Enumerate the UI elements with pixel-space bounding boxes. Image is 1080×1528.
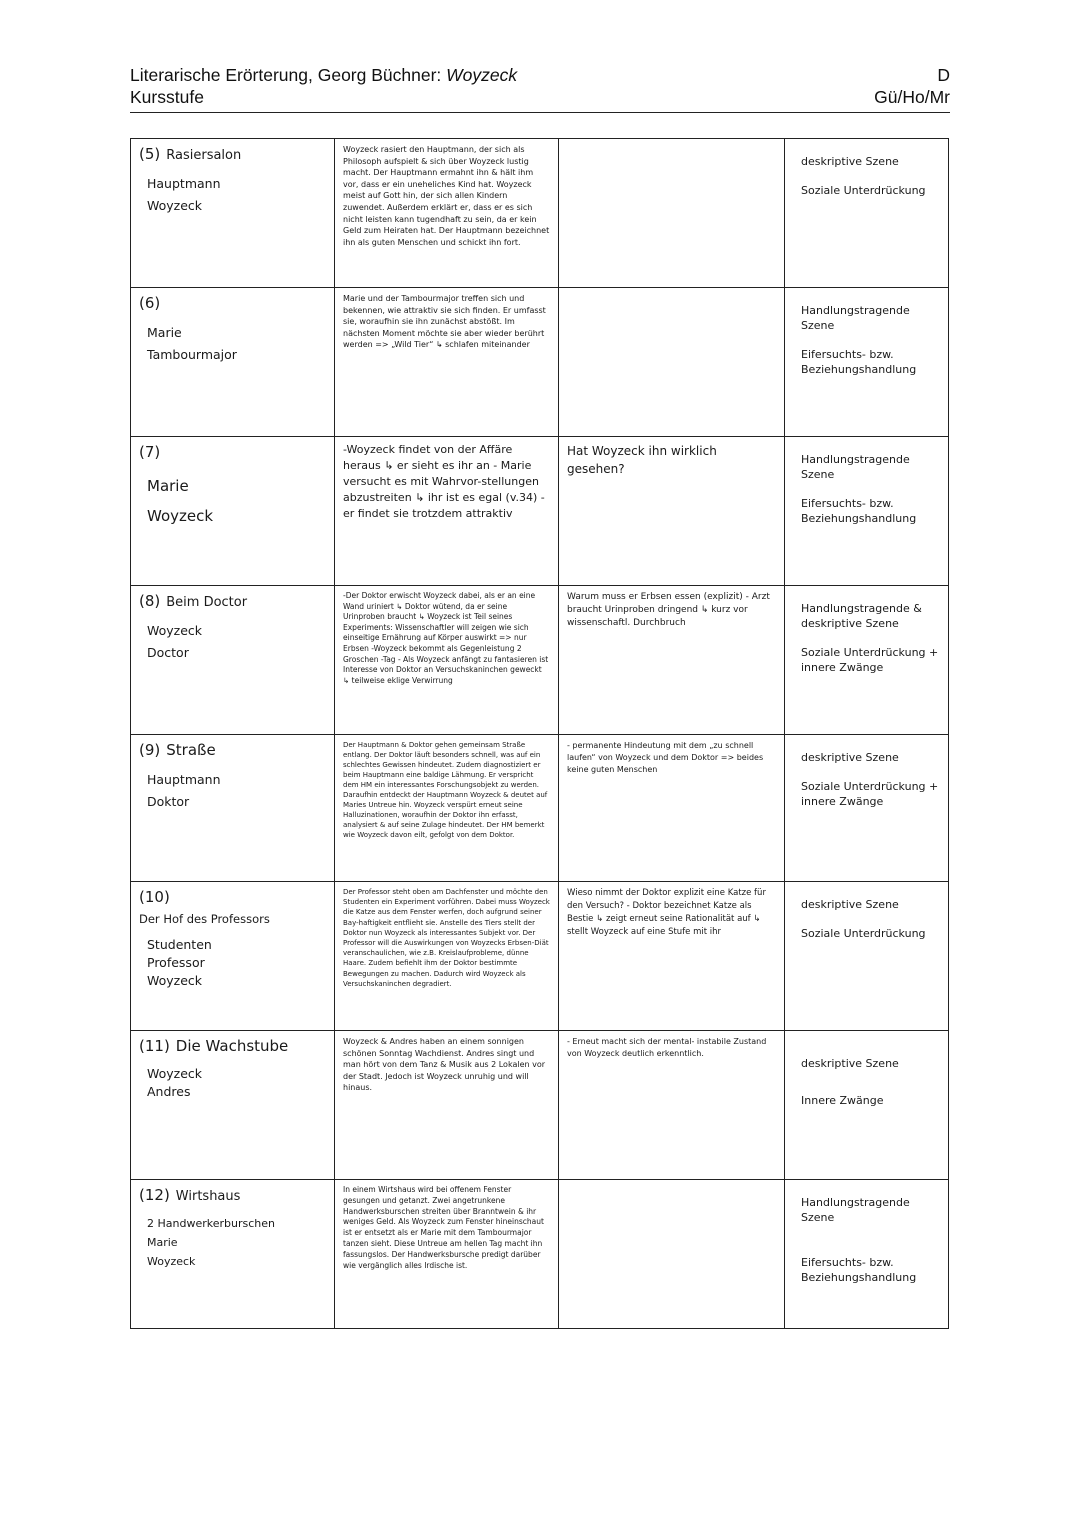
scene-row xyxy=(131,288,949,437)
scene-question-cell xyxy=(559,735,785,882)
scene-category: Soziale Unterdrückung xyxy=(801,927,926,940)
scene-category: Soziale Unterdrückung xyxy=(801,184,926,197)
scene-row xyxy=(131,735,949,882)
person: Woyzeck xyxy=(147,973,203,988)
scene-content: Woyzeck rasiert den Hauptmann, der sich als Philosoph aufspielt & sich über Woyzeck lustig macht. Der Hauptmann ermahnt ihn & hält ihm vor, dass er ein uneheliches Kind hat. Woyzeck meist auf Gott hin, der sich allen Kindern zuwendet. Außerdem erklärt er, dass er es sich nicht leisten kann tugendhaft zu sein, da er kein Geld zum Heiraten hat. Der Hauptmann bezeichnet ihn als guten Menschen und schickt ihn fort. xyxy=(343,145,550,247)
scene-type: deskriptive Szene xyxy=(801,1057,899,1070)
person: Doctor xyxy=(147,645,189,660)
person: Woyzeck xyxy=(147,1066,203,1081)
scene-place: Wirtshaus xyxy=(175,1189,241,1204)
scene-row xyxy=(131,1031,949,1180)
scene-persons xyxy=(139,1065,326,1101)
scene-info-cell xyxy=(131,1180,335,1329)
scene-category: Eifersuchts- bzw. Beziehungshandlung xyxy=(801,348,917,376)
scene-category: Eifersuchts- bzw. Beziehungshandlung xyxy=(801,497,917,525)
scene-category: Innere Zwänge xyxy=(801,1094,884,1107)
scene-content: Der Professor steht oben am Dachfenster und möchte den Studenten ein Experiment vorführen. Dabei muss Woyzeck die Katze aus dem Fenster werfen, doch aufgrund seiner Bay-haftigkeit entflieht sie. Anstelle des Tiers stellt der Doktor nun Woyzeck als interessantes Subjekt vor. Der Professor will die Auswirkungen von Woyzecks Erbsen-Diät veranschaulichen, wie z.B. Kreislaufprobleme, dünne Haare. Zudem befiehlt ihm der Doktor bestimmte Bewegungen zu machen. Dadurch wird Woyzeck als Versuchskaninchen degradiert. xyxy=(343,888,550,988)
scene-table xyxy=(130,138,949,1329)
scene-persons xyxy=(139,769,326,813)
scene-type-cell xyxy=(785,139,949,288)
scene-type: Handlungstragende & deskriptive Szene xyxy=(801,602,922,630)
person: Marie xyxy=(147,325,182,340)
scene-type-cell xyxy=(785,437,949,586)
scene-content-cell xyxy=(335,735,559,882)
scene-number: (9) xyxy=(139,741,161,759)
scene-row xyxy=(131,882,949,1031)
scene-persons xyxy=(139,173,326,217)
scene-row xyxy=(131,139,949,288)
scene-type: Handlungstragende Szene xyxy=(801,1196,910,1224)
header-left xyxy=(130,64,517,108)
scene-content-cell xyxy=(335,437,559,586)
scene-row xyxy=(131,586,949,735)
scene-type-cell xyxy=(785,1031,949,1180)
scene-content-cell xyxy=(335,288,559,437)
header-right xyxy=(874,64,950,108)
scene-question-cell xyxy=(559,437,785,586)
page-header xyxy=(130,64,950,110)
scene-number: (11) xyxy=(139,1037,170,1055)
scene-info-cell xyxy=(131,1031,335,1180)
scene-category: Eifersuchts- bzw. Beziehungshandlung xyxy=(801,1256,917,1284)
scene-type: deskriptive Szene xyxy=(801,751,899,764)
scene-info-cell xyxy=(131,882,335,1031)
scene-persons xyxy=(139,620,326,664)
scene-info-cell xyxy=(131,288,335,437)
scene-question: Warum muss er Erbsen essen (explizit) - Arzt braucht Urinproben dringend ↳ kurz vor wissenschaftl. Durchbruch xyxy=(567,592,770,628)
scene-question-cell xyxy=(559,586,785,735)
scene-question-cell xyxy=(559,139,785,288)
scene-category: Soziale Unterdrückung + innere Zwänge xyxy=(801,646,939,674)
scene-content-cell xyxy=(335,882,559,1031)
scene-number: (12) xyxy=(139,1186,170,1204)
person: Marie xyxy=(147,477,189,495)
header-authors: Gü/Ho/Mr xyxy=(874,87,950,107)
person: Hauptmann xyxy=(147,772,221,787)
scene-type-cell xyxy=(785,586,949,735)
title-prefix: Literarische Erörterung, Georg Büchner: xyxy=(130,65,447,85)
scene-info-cell xyxy=(131,735,335,882)
title-work: Woyzeck xyxy=(446,65,518,85)
scene-persons xyxy=(139,1214,326,1271)
scene-type-cell xyxy=(785,288,949,437)
scene-type: deskriptive Szene xyxy=(801,155,899,168)
header-divider xyxy=(130,112,950,113)
scene-type-cell xyxy=(785,882,949,1031)
person: Hauptmann xyxy=(147,176,221,191)
scene-place: Straße xyxy=(166,741,216,759)
scene-content-cell xyxy=(335,1031,559,1180)
scene-place: Rasiersalon xyxy=(166,148,242,163)
scene-content: -Woyzeck findet von der Affäre heraus ↳ er sieht es ihr an - Marie versucht es mit Wahrvor-stellungen abzustreiten ↳ ihr ist es egal (v.34) -er findet sie trotzdem attraktiv xyxy=(343,443,545,520)
person: Andres xyxy=(147,1084,191,1099)
scene-type-cell xyxy=(785,1180,949,1329)
person: Woyzeck xyxy=(147,1255,196,1268)
person: Professor xyxy=(147,955,205,970)
scene-place: Die Wachstube xyxy=(175,1037,289,1055)
scene-number: (5) xyxy=(139,145,161,163)
person: Marie xyxy=(147,1236,178,1249)
scene-persons xyxy=(139,471,326,531)
scene-question-cell xyxy=(559,1031,785,1180)
scene-content: In einem Wirtshaus wird bei offenem Fenster gesungen und getanzt. Zwei angetrunkene Handwerksburschen streiten über Branntwein & ihr weniges Geld. Als Woyzeck zum Fenster hineinschaut ist er entsetzt als er Marie mit dem Tambourmajor tanzen sieht. Diese Untreue am hellen Tag macht ihn fassungslos. Der Handwerksbursche predigt darüber wie vergänglich alles Irdische ist. xyxy=(343,1185,544,1270)
scene-place: Beim Doctor xyxy=(166,595,248,610)
scene-type-cell xyxy=(785,735,949,882)
scene-place: Der Hof des Professors xyxy=(139,912,270,926)
scene-row xyxy=(131,437,949,586)
scene-question-cell xyxy=(559,882,785,1031)
scene-question: - permanente Hindeutung mit dem „zu schnell laufen“ von Woyzeck und dem Doktor => beides keine guten Menschen xyxy=(567,741,764,774)
scene-info-cell xyxy=(131,586,335,735)
scene-type: Handlungstragende Szene xyxy=(801,304,910,332)
scene-type: deskriptive Szene xyxy=(801,898,899,911)
scene-type: Handlungstragende Szene xyxy=(801,453,910,481)
scene-number: (8) xyxy=(139,592,161,610)
document-title xyxy=(130,64,517,86)
person: Woyzeck xyxy=(147,198,203,213)
document-subtitle: Kursstufe xyxy=(130,87,204,107)
header-letter: D xyxy=(937,65,950,85)
scene-persons xyxy=(139,936,326,990)
scene-number: (7) xyxy=(139,443,161,461)
scene-row xyxy=(131,1180,949,1329)
scene-info-cell xyxy=(131,437,335,586)
scene-content: -Der Doktor erwischt Woyzeck dabei, als er an eine Wand uriniert ↳ Doktor wütend, da er seine Urinproben braucht ↳ Woyzeck ist Teil seines Experiments: Wissenschaftler will zeigen wie sich einseitige Ernährung auf Körper auswirkt => nur Erbsen -Woyzeck bekommt als Gegenleistung 2 Groschen -Tag - Als Woyzeck anfängt zu fantasieren ist Interesse von Doktor an Versuchskaninchen geweckt ↳ teilweise eklige Verwirrung xyxy=(343,591,549,685)
scene-content: Woyzeck & Andres haben an einem sonnigen schönen Sonntag Wachdienst. Andres singt und man hört von dem Tanz & Musik aus 2 Lokalen vor der Stadt. Jedoch ist Woyzeck unruhig und will hinaus. xyxy=(343,1037,546,1093)
scene-question: - Erneut macht sich der mental- instabile Zustand von Woyzeck deutlich erkenntlich. xyxy=(567,1037,767,1058)
scene-content: Der Hauptmann & Doktor gehen gemeinsam Straße entlang. Der Doktor läuft besonders schnell, was auf ein schlechtes Gewissen hindeutet. Zudem diagnostiziert er beim Hauptmann eine baldige Lähmung. Er verspricht dem HM ein interessantes Forschungsobjekt zu werden. Daraufhin entdeckt der Hauptmann Woyzeck & deutet auf Maries Untreue hin. Woyzeck verspürt erneut seine Halluzinationen, woraufhin der Doktor ihn erfasst, analysiert & auf seine Zulage hindeutet. Der HM bemerkt wie Woyzeck davon eilt, gefolgt von dem Doktor. xyxy=(343,741,548,839)
scene-question: Hat Woyzeck ihn wirklich gesehen? xyxy=(567,444,717,476)
person: Doktor xyxy=(147,794,190,809)
scene-question-cell xyxy=(559,1180,785,1329)
scene-content-cell xyxy=(335,1180,559,1329)
scene-info-cell xyxy=(131,139,335,288)
scene-number: (10) xyxy=(139,888,170,906)
scene-content: Marie und der Tambourmajor treffen sich und bekennen, wie attraktiv sie sich finden. Er umfasst sie, woraufhin sie ihn zunächst abstößt. Im nächsten Moment möchte sie aber wieder berührt werden => „Wild Tier“ ↳ schlafen miteinander xyxy=(343,294,546,350)
person: Woyzeck xyxy=(147,507,214,525)
scene-persons xyxy=(139,322,326,366)
scene-content-cell xyxy=(335,139,559,288)
scene-question: Wieso nimmt der Doktor explizit eine Katze für den Versuch? - Doktor bezeichnet Katze als Bestie ↳ zeigt erneut seine Rationalität auf ↳ stellt Woyzeck auf eine Stufe mit ihr xyxy=(567,888,766,937)
person: 2 Handwerkerburschen xyxy=(147,1217,275,1230)
scene-content-cell xyxy=(335,586,559,735)
scene-question-cell xyxy=(559,288,785,437)
person: Studenten xyxy=(147,937,212,952)
scene-category: Soziale Unterdrückung + innere Zwänge xyxy=(801,780,939,808)
person: Tambourmajor xyxy=(147,347,237,362)
scene-number: (6) xyxy=(139,294,161,312)
person: Woyzeck xyxy=(147,623,203,638)
